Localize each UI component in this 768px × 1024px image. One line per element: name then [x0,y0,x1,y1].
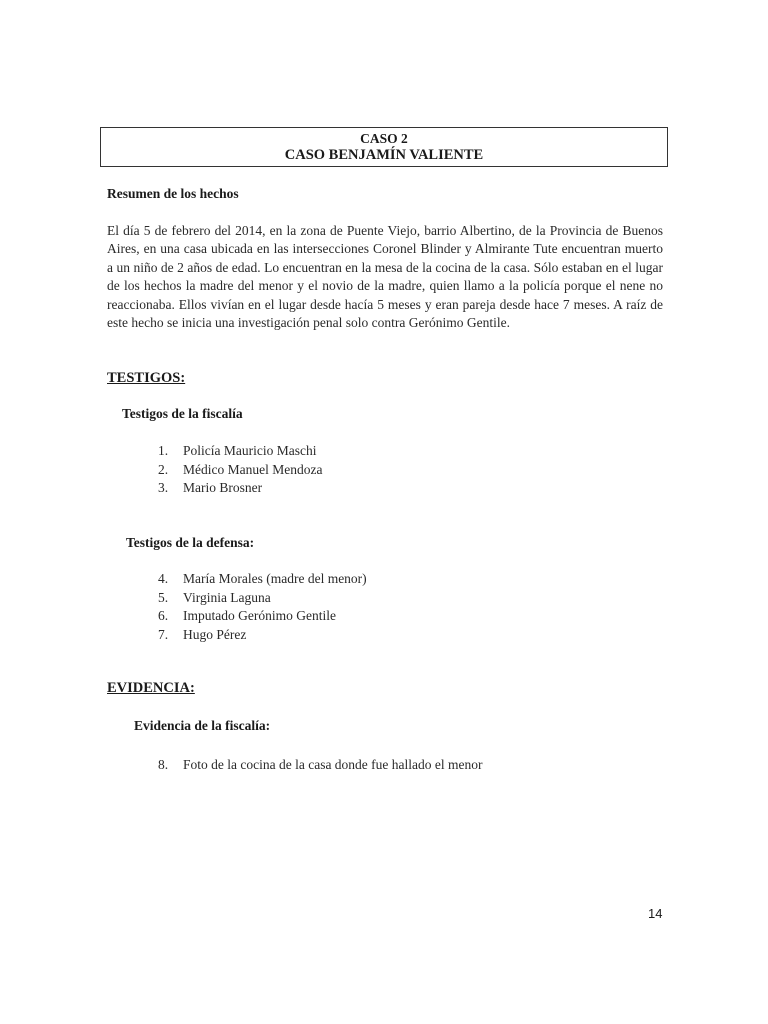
list-item [158,607,367,626]
page-number: 14 [648,906,663,921]
list-item [158,479,322,498]
list-item-number: 5. [158,589,169,605]
list-item-number: 8. [158,757,169,772]
prosecution-witnesses-heading: Testigos de la fiscalía [122,406,243,421]
defense-witnesses-heading: Testigos de la defensa: [126,535,255,550]
list-item [158,626,367,645]
list-item-text: Imputado Gerónimo Gentile [183,608,336,624]
list-item [158,589,367,608]
list-item-text: Mario Brosner [183,480,263,496]
list-item-text: Foto de la cocina de la casa donde fue hallado el menor [183,757,483,772]
case-title-box [100,127,668,167]
defense-witnesses-list [158,570,367,644]
prosecution-evidence-list [158,756,483,775]
witnesses-heading: TESTIGOS: [107,370,186,386]
list-item-text: Policía Mauricio Maschi [183,443,317,458]
evidence-heading: EVIDENCIA: [107,680,195,696]
list-item-number: 1. [158,443,169,458]
prosecution-evidence-heading: Evidencia de la fiscalía: [134,718,271,733]
list-item-text: Virginia Laguna [183,589,271,605]
list-item-number: 2. [158,461,169,477]
list-item-number: 4. [158,571,169,586]
list-item-number: 7. [158,626,169,642]
prosecution-witnesses-list [158,442,322,498]
list-item [158,570,367,589]
list-item [158,461,322,480]
list-item [158,442,322,461]
summary-paragraph: El día 5 de febrero del 2014, en la zona de Puente Viejo, barrio Albertino, de la Provincia de Buenos Aires, en una casa ubicada en las intersecciones Coronel Blinder y Almirante Tute encuentran muerto a un niño de 2 años de edad. Lo encuentran en la mesa de la cocina de la casa. Sólo estaban en el lugar de los hechos la madre del menor y el novio de la madre, quien llamo a la policía porque el nene no reaccionaba. Ellos vivían en el lugar desde hacía 5 meses y eran pareja desde hace 7 meses. A raíz de este hecho se inicia una investigación penal solo contra Gerónimo Gentile. [107,223,663,331]
case-number: CASO 2 [360,131,408,146]
list-item [158,756,483,775]
list-item-text: Hugo Pérez [183,626,247,642]
list-item-text: Médico Manuel Mendoza [183,461,323,477]
list-item-number: 6. [158,608,169,624]
case-name: CASO BENJAMÍN VALIENTE [284,147,484,163]
summary-heading: Resumen de los hechos [107,186,239,201]
list-item-number: 3. [158,480,169,496]
list-item-text: María Morales (madre del menor) [183,571,367,586]
